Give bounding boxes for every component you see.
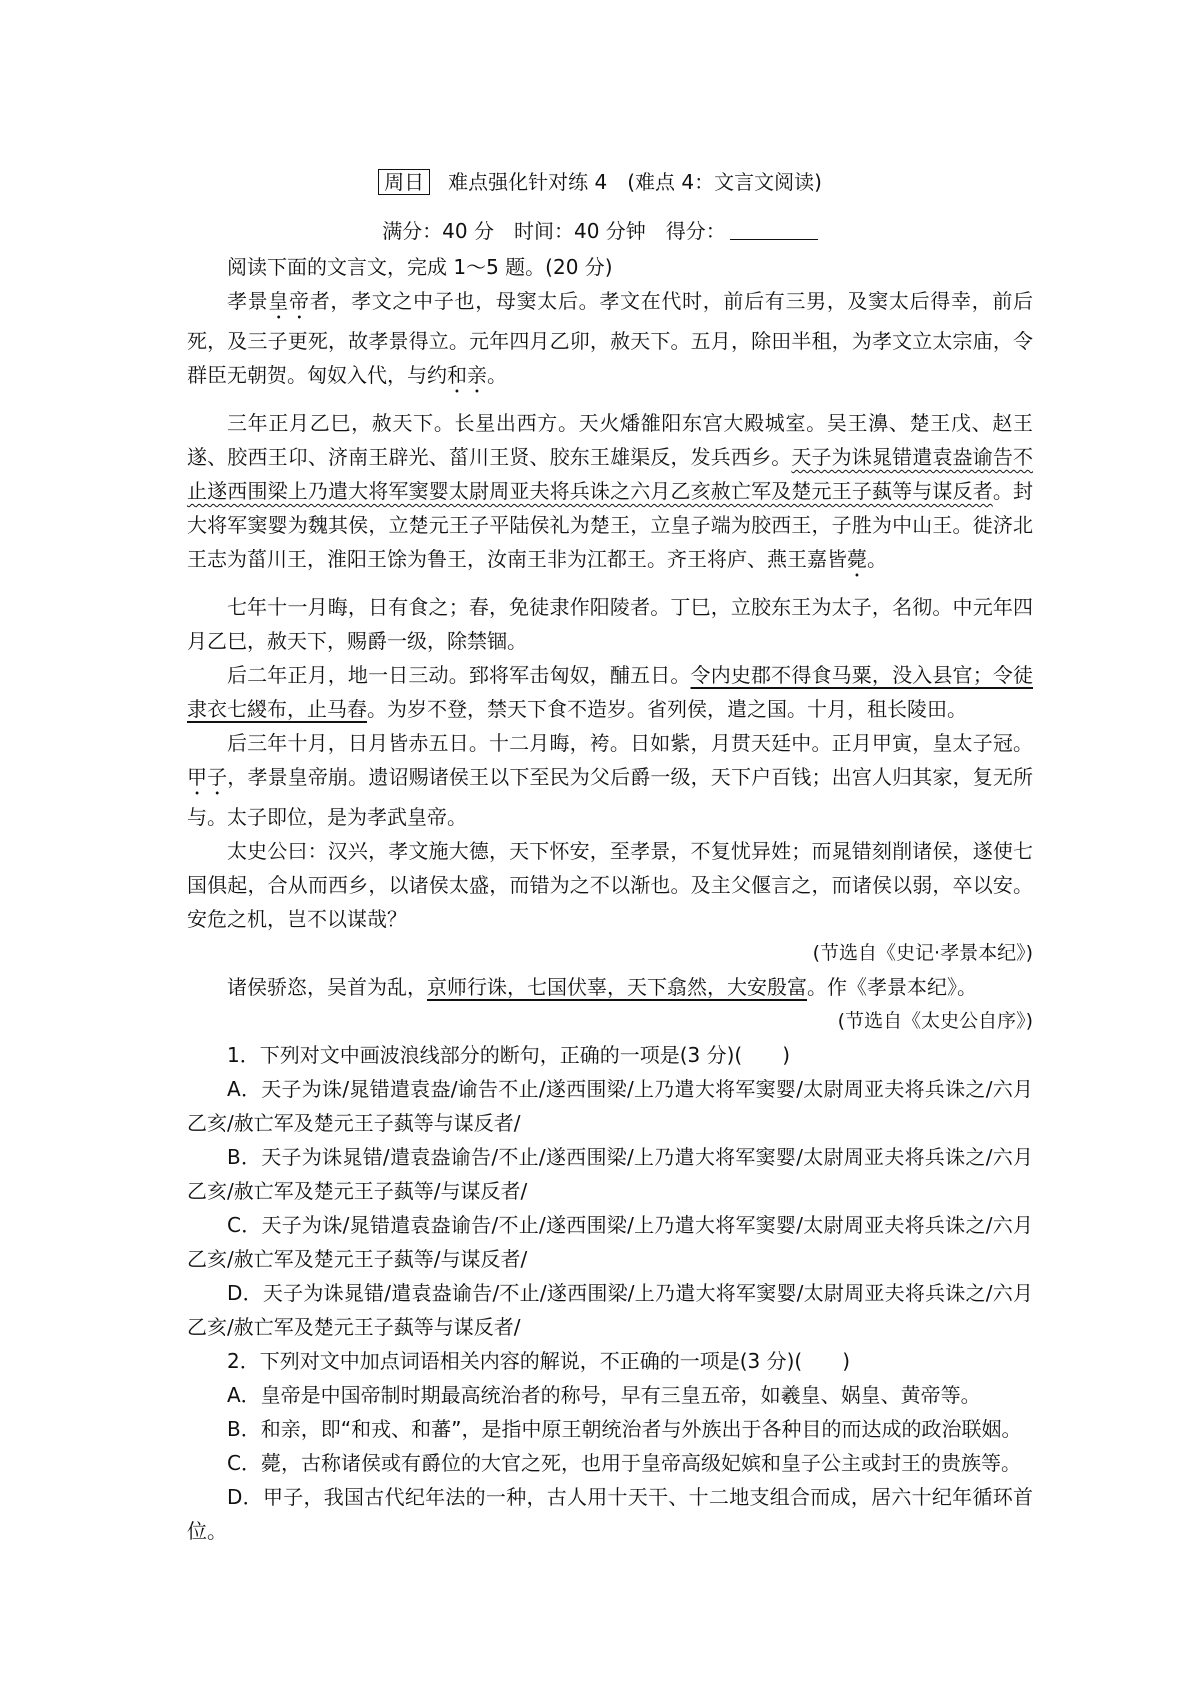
underlined-sentence-2: 京师行诛，七国伏辜，天下翕然，大安殷富 [427,975,807,999]
question-2-option-d: D．甲子，我国古代纪年法的一种，古人用十天干、十二地支组合而成，居六十纪年循环首位。 [187,1485,1033,1543]
passage-paragraph-3: 七年十一月晦，日有食之；春，免徒隶作阳陵者。丁巳，立胶东王为太子，名彻。中元年四月乙巳，赦天下，赐爵一级，除禁锢。 [187,595,1033,653]
dotted-word-huangdi: 皇帝 [268,289,310,313]
text-run: 者，孝文之中子也，母窦太后。孝文在代时，前后有三男，及窦太后得幸，前后死，及三子更死，故孝景得立。元年四月乙卯，赦天下。五月，除田半租，为孝文立太宗庙，令群臣无朝贺。匈奴入代，与约 [187,289,1034,387]
score-line-text: 满分：40 分 时间：40 分钟 得分： [382,219,726,243]
question-2-option-c: C．薨，古称诸侯或有爵位的大官之死，也用于皇帝高级妃嫔和皇子公主或封王的贵族等。 [227,1451,1021,1475]
text-run: 后二年正月，地一日三动。郅将军击匈奴，酺五日。 [227,663,691,687]
source-citation-2: (节选自《太史公自序》) [837,1010,1033,1032]
passage-paragraph-7 [187,970,1033,1004]
wavy-underlined-passage: 天子为诛晁错遣袁盎谕告不止遂西围梁上乃遣大将军窦婴太尉周亚夫将兵诛之六月乙亥赦亡军及楚元王子蓺等与谋反者 [187,445,1034,503]
question-2-stem: 2．下列对文中加点词语相关内容的解说，不正确的一项是(3 分)( ) [227,1349,851,1373]
dotted-word-hong: 薨 [847,547,867,571]
text-run: 。封大将军窦婴为魏其侯，立楚元王子平陆侯礼为楚王，立皇子端为胶西王，子胜为中山王。徙济北王志为菑川王，淮阳王馀为鲁王，汝南王非为江都王。齐王将庐、燕王嘉皆 [187,479,1034,571]
question-2-option-a: A．皇帝是中国帝制时期最高统治者的称号，早有三皇五帝，如羲皇、娲皇、黄帝等。 [227,1383,981,1407]
underlined-sentence-1: 令内史郡不得食马粟，没入县官；令徒隶衣七緵布，止马舂 [187,663,1034,721]
exercise-title [0,166,1200,195]
passage-paragraph-4 [187,658,1033,726]
score-line [0,215,1200,244]
dotted-word-jiazi: 甲子 [187,765,228,789]
question-1-stem: 1．下列对文中画波浪线部分的断句，正确的一项是(3 分)( ) [227,1043,791,1067]
question-1-option-d: D．天子为诛晁错/遣袁盎谕告/不止/遂西围梁/上乃遣大将军窦婴/太尉周亚夫将兵诛之/六月乙亥/赦亡军及楚元王子蓺等与谋反者/ [187,1281,1033,1339]
title-text: 难点强化针对练 4 (难点 4：文言文阅读) [448,170,822,194]
passage-paragraph-1 [187,284,1033,398]
question-1-option-b: B．天子为诛晁错/遣袁盎谕告/不止/遂西围梁/上乃遣大将军窦婴/太尉周亚夫将兵诛之/六月乙亥/赦亡军及楚元王子蓺等/与谋反者/ [187,1145,1033,1203]
text-run: 。作《孝景本纪》。 [807,975,977,999]
question-1-option-c: C．天子为诛/晁错遣袁盎谕告/不止/遂西围梁/上乃遣大将军窦婴/太尉周亚夫将兵诛之/六月乙亥/赦亡军及楚元王子蓺等/与谋反者/ [187,1213,1033,1271]
text-run: 三年正月乙巳，赦天下。长星出西方。天火燔雒阳东宫大殿城室。吴王濞、楚王戊、赵王遂、胶西王卬、济南王辟光、菑川王贤、胶东王雄渠反，发兵西乡。 [187,411,1033,469]
text-run: 诸侯骄恣，吴首为乱， [227,975,427,999]
text-run: ，孝景皇帝崩。遗诏赐诸侯王以下至民为父后爵一级，天下户百钱；出宫人归其家，复无所与。太子即位，是为孝武皇帝。 [187,765,1034,829]
question-2-option-b: B．和亲，即“和戎、和蕃”，是指中原王朝统治者与外族出于各种目的而达成的政治联姻。 [227,1417,1022,1441]
instruction: 阅读下面的文言文，完成 1～5 题。(20 分) [227,255,613,279]
text-run: 。为岁不登，禁天下食不造岁。省列侯，遣之国。十月，租长陵田。 [367,697,967,721]
text-run: 。 [487,363,507,387]
text-run: 。 [867,547,887,571]
text-run: 后三年十月，日月皆赤五日。十二月晦，袴。日如紫，月贯天廷中。正月甲寅，皇太子冠。 [227,731,1033,755]
day-box: 周日 [378,169,430,195]
dotted-word-heqin: 和亲 [447,363,487,387]
text-run: 孝景 [227,289,269,313]
passage-paragraph-2 [187,406,1033,582]
source-citation-1: (节选自《史记·孝景本纪》) [812,942,1033,964]
passage-paragraph-6: 太史公曰：汉兴，孝文施大德，天下怀安，至孝景，不复忧异姓；而晁错刻削诸侯，遂使七国俱起，合从而西乡，以诸侯太盛，而错为之不以渐也。及主父偃言之，而诸侯以弱，卒以安。安危之机，岂不以谋哉？ [187,839,1033,931]
score-blank[interactable] [730,239,818,240]
question-1-option-a: A．天子为诛/晁错遣袁盎/谕告不止/遂西围梁/上乃遣大将军窦婴/太尉周亚夫将兵诛之/六月乙亥/赦亡军及楚元王子蓺等与谋反者/ [187,1077,1033,1135]
content-area [187,250,1033,1548]
passage-paragraph-5 [187,726,1033,834]
